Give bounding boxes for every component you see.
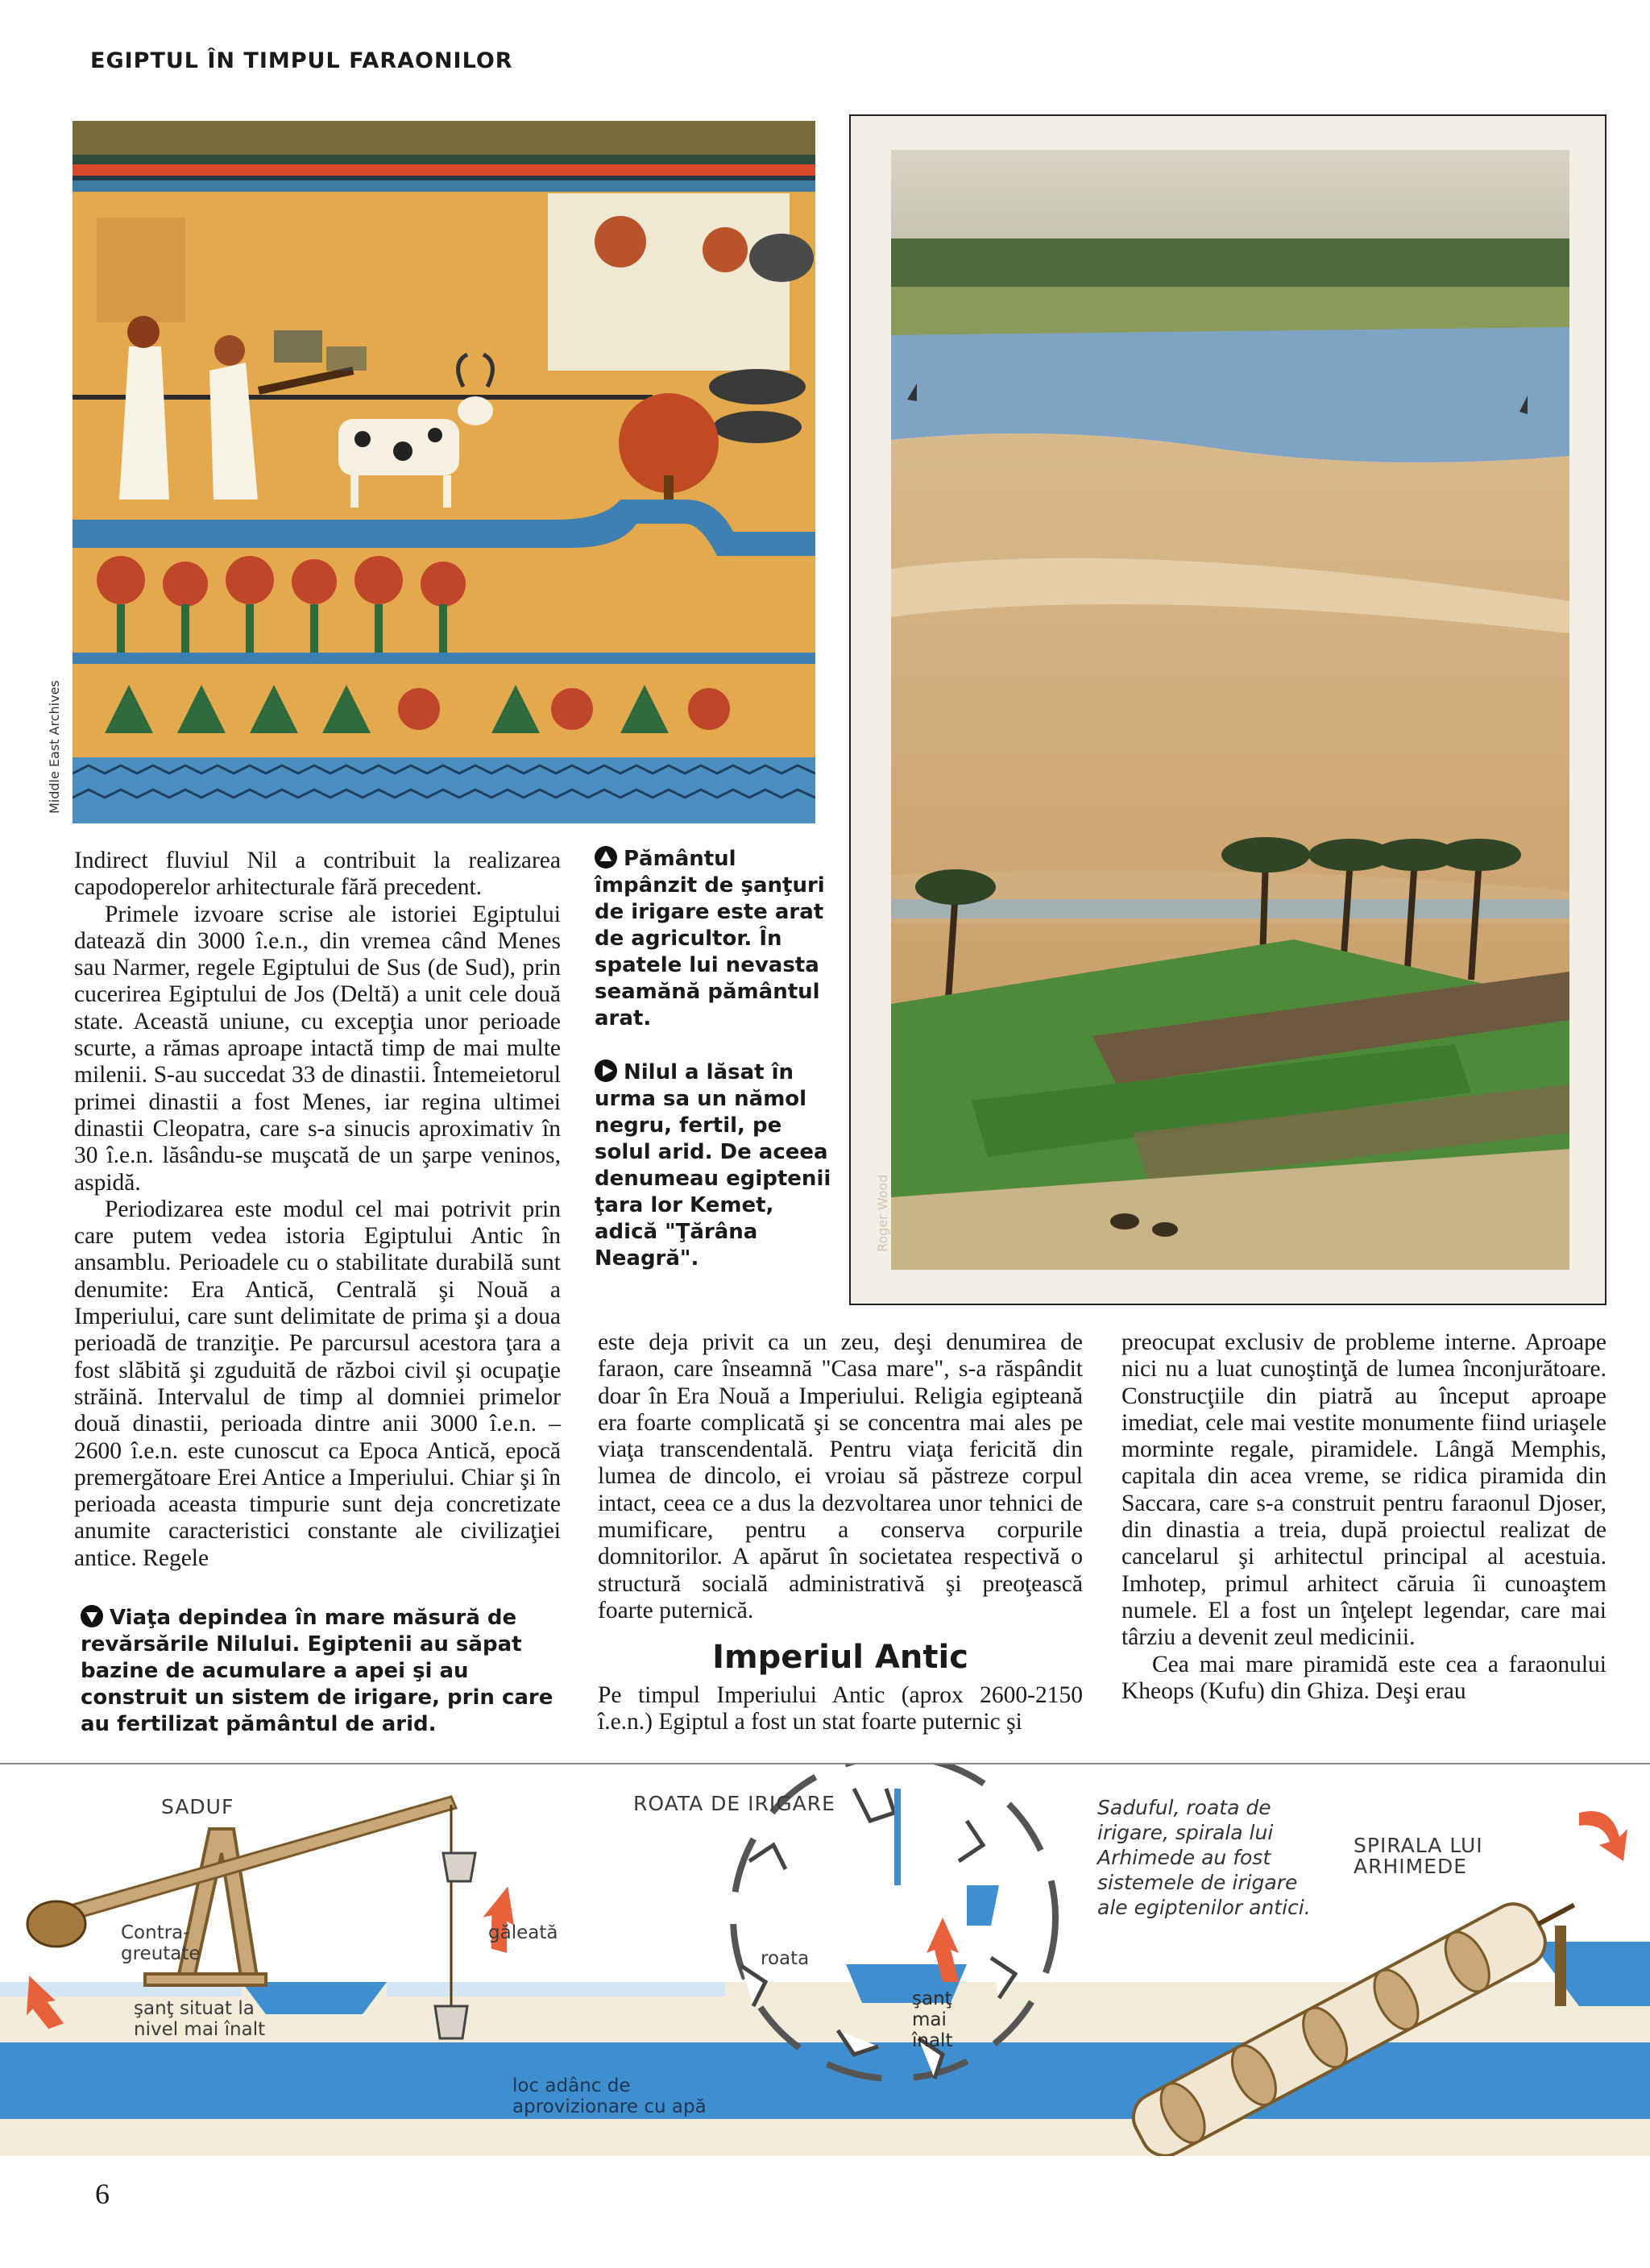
photo-credit-left: Middle East Archives xyxy=(47,680,62,814)
label-saduf: SADUF xyxy=(161,1795,234,1818)
caption-nile xyxy=(595,1059,833,1272)
paragraph: Indirect fluviul Nil a contribuit la realizarea capodoperelor arhitecturale fără precedent. xyxy=(74,848,561,901)
label-high-ditch xyxy=(134,1998,265,2040)
diagram-note-line5: ale egiptenilor antici. xyxy=(1097,1896,1311,1919)
section-title: Imperiul Antic xyxy=(712,1639,968,1676)
nile-landscape-photo xyxy=(891,150,1569,1270)
arrow-up-icon xyxy=(595,846,617,869)
tomb-painting-illustration xyxy=(73,121,815,823)
column-middle-text xyxy=(598,1329,1083,1624)
label-deep-water-line1: loc adânc de xyxy=(512,2075,631,2096)
page-number: 6 xyxy=(95,2178,110,2210)
paragraph: Periodizarea este modul cel mai potrivit prin care putem vedea istoria Egiptului Antic în ansamblu. Perioadele cu o stabilitate durabilă sunt denumite: Era Antică, Centrală şi Nouă a Imperiului, care sunt delimitate de prima şi a doua perioadă de tranziţie. Pe parcursul acestora ţara a fost slăbită şi zguduită de război civil şi ocupaţie străină. Intervalul de timp al domniei primelor două dinastii, perioada dintre anii 3000 î.e.n. – 2600 î.e.n. este cunoscut ca Epoca Antică, epocă premergătoare Erei Antice a Imperiului. Chiar şi în perioada aceasta timpurie sunt deja concretizate anumite caracteristici constante ale civilizaţiei antice. Regele xyxy=(74,1196,561,1571)
column-middle-section-text xyxy=(598,1682,1083,1736)
label-higher-ditch xyxy=(912,1988,952,2051)
label-archimedes-line2: ARHIMEDE xyxy=(1354,1855,1468,1878)
paragraph: Primele izvoare scrise ale istoriei Egiptului datează din 3000 î.e.n., din vremea când Menes sau Narmer, regele Egiptului de Sus (de Sud), prin cucerirea Egiptului de Jos (Deltă) a unit cele două state. Această uniune, cu excepţia unor perioade scurte, a rămas aproape intactă timp de mai multe milenii. S-au succedat 33 de dinastii. Întemeietorul primei dinastii a fost Menes, iar regina ultimei dinastii Cleopatra, care s-a sinucis aproximativ în 30 î.e.n. lăsându-se muşcată de un şarpe veninos, aspidă. xyxy=(74,901,561,1196)
tomb-painting-photo xyxy=(73,121,815,823)
caption-irrigation xyxy=(81,1605,569,1738)
diagram-note xyxy=(1097,1795,1311,1920)
label-higher-ditch-line2: mai xyxy=(912,2009,947,2030)
diagram-note-line2: irigare, spirala lui xyxy=(1097,1821,1274,1844)
label-counterweight-line1: Contra- xyxy=(121,1922,190,1943)
caption-irrigation-text: Viaţa depindea în mare măsură de revărsările Nilului. Egiptenii au săpat bazine de acumulare a apei şi au construit un sistem de irigare, prin care au fertilizat pământul de arid. xyxy=(81,1606,553,1736)
label-higher-ditch-line1: şanţ xyxy=(912,1988,952,2009)
irrigation-diagram xyxy=(0,1763,1650,2156)
diagram-note-line1: Saduful, roata de xyxy=(1097,1796,1271,1819)
label-higher-ditch-line3: înalt xyxy=(912,2030,953,2051)
irrigation-diagram-illustration xyxy=(0,1764,1650,2156)
caption-plough-text: Pământul împânzit de şanţuri de irigare este arat de agricultor. În spatele lui nevasta seamănă pământul arat. xyxy=(595,847,825,1030)
caption-nile-text: Nilul a lăsat în urma sa un nămol negru, fertil, pe solul arid. De aceea denumeau egiptenii ţara lor Kemet, adică "Ţărâna Neagră". xyxy=(595,1060,831,1271)
label-archimedes-line1: SPIRALA LUI xyxy=(1354,1834,1483,1857)
column-left-text xyxy=(74,848,561,1572)
paragraph: este deja privit ca un zeu, deşi denumirea de faraon, care înseamnă "Casa mare", s-a răspândit doar în Era Nouă a Imperiului. Religia egipteană era foarte complicată şi se concentra mai ales pe viaţa transcendentală. Pentru viaţa fericită din lumea de dincolo, ei vroiau să păstreze corpul intact, ceea ce a dus la dezvoltarea unor tehnici de mumificare, pentru a conserva corpurile domnitorilor. A apărut în societatea respectivă o structură socială administrativă şi preoţească foarte puternică. xyxy=(598,1329,1083,1623)
label-bucket: găleată xyxy=(488,1922,558,1943)
nile-landscape-photo-frame xyxy=(849,114,1606,1305)
diagram-note-line3: Arhimede au fost xyxy=(1097,1846,1271,1869)
label-high-ditch-line2: nivel mai înalt xyxy=(134,2019,266,2040)
nile-landscape-illustration xyxy=(891,150,1569,1270)
label-archimedes xyxy=(1354,1835,1483,1877)
column-right-text xyxy=(1121,1329,1606,1705)
arrow-down-icon xyxy=(81,1605,103,1627)
paragraph: preocupat exclusiv de probleme interne. Aproape nici nu a luat cunoştinţă de lumea înconjurătoare. Construcţiile din piatră au început aproape imediat, cele mai vestite monumente fiind uriaşele morminte regale, piramidele. Lângă Memphis, capitala din acea vreme, se ridica piramida din Saccara, care s-a construit pentru faraonul Djoser, din dinastia a treia, după proiectul realizat de cancelarul şi arhitectul principal al acestuia. Imhotep, primul arhitect căruia îi cunoaştem numele. El a fost un înţelept legendar, care mai târziu a devenit zeul medicinii. xyxy=(1121,1329,1606,1651)
paragraph: Pe timpul Imperiului Antic (aprox 2600-2150 î.e.n.) Egiptul a fost un stat foarte puternic şi xyxy=(598,1682,1083,1735)
label-counterweight-line2: greutate xyxy=(121,1943,201,1964)
diagram-note-line4: sistemele de irigare xyxy=(1097,1871,1298,1894)
paragraph: Cea mai mare piramidă este cea a faraonului Kheops (Kufu) din Ghiza. Deşi erau xyxy=(1121,1651,1606,1704)
caption-plough xyxy=(595,846,833,1032)
label-deep-water-line2: aprovizionare cu apă xyxy=(512,2096,707,2117)
label-counterweight xyxy=(121,1922,201,1964)
running-header: EGIPTUL ÎN TIMPUL FARAONILOR xyxy=(90,48,513,73)
label-wheel-title: ROATA DE IRIGARE xyxy=(633,1792,835,1815)
captions-middle xyxy=(595,846,833,1300)
arrow-right-icon xyxy=(595,1059,617,1082)
label-high-ditch-line1: şanţ situat la xyxy=(134,1998,255,2019)
label-deep-water xyxy=(512,2075,707,2117)
photo-credit-right: Roger Wood xyxy=(875,1174,890,1252)
label-wheel: roata xyxy=(761,1948,810,1969)
